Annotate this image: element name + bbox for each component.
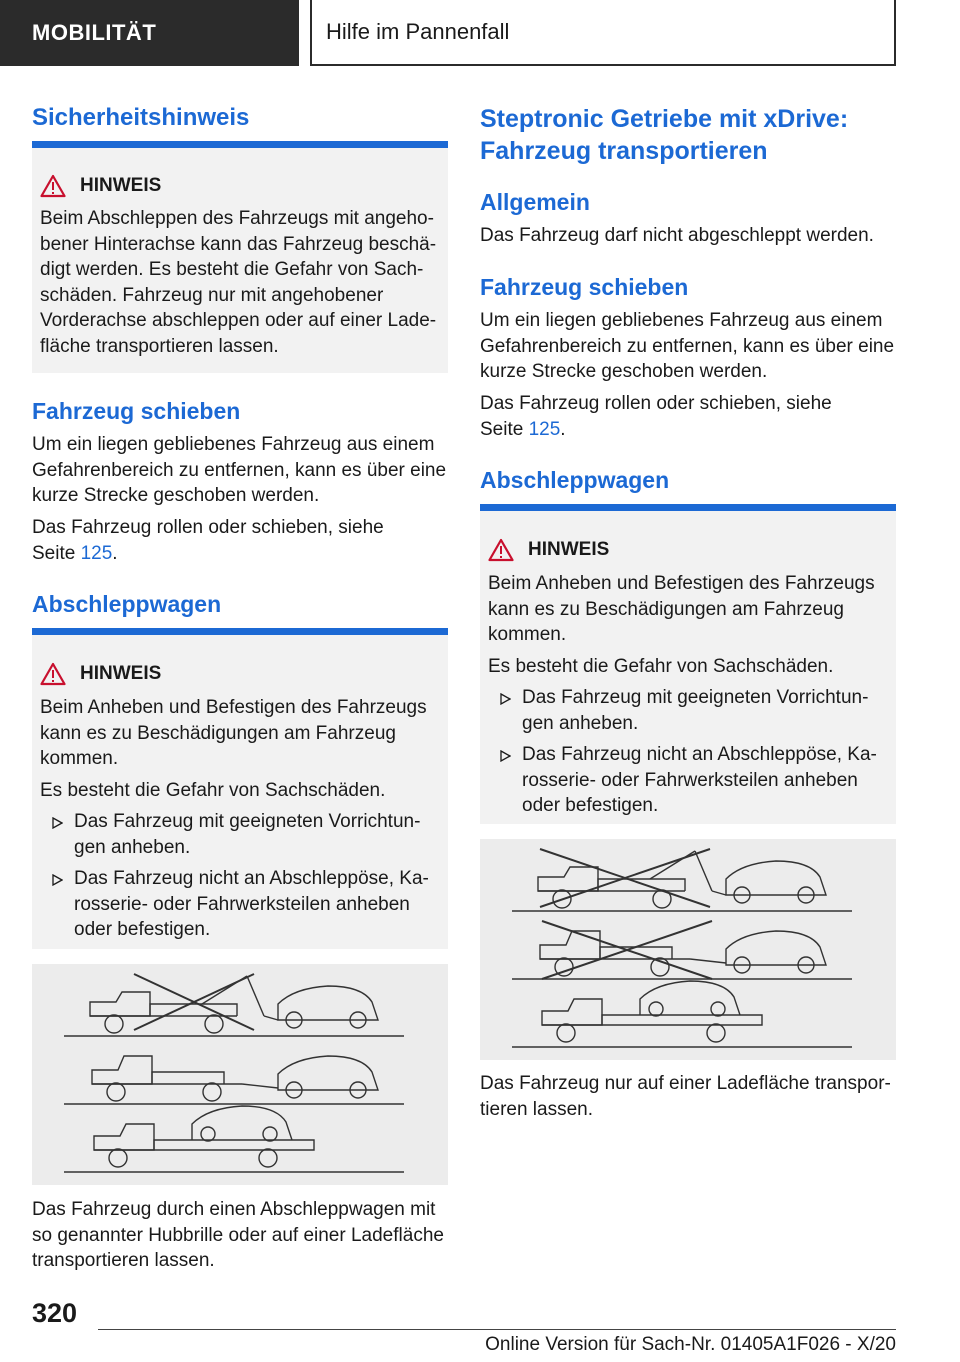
tow-truck-diagram: [32, 964, 448, 1185]
roll-text: [32, 515, 448, 566]
push-heading: Fahrzeug schieben: [480, 274, 689, 300]
footer-divider: [98, 1329, 896, 1330]
page-link[interactable]: 125: [80, 542, 113, 564]
bullet-line: gen anheben.: [74, 836, 191, 858]
warning-triangle-icon: [40, 662, 66, 686]
bullet-line: Das Fahrzeug nicht an Abschleppöse, Ka-: [74, 868, 429, 889]
notice-line: Beim Abschleppen des Fahrzeugs mit angeho-: [40, 208, 434, 229]
push-heading: Fahrzeug schieben: [32, 398, 241, 424]
section-title: [480, 103, 896, 167]
bullet-line: Das Fahrzeug mit geeigneten Vorrichtun-: [522, 687, 869, 708]
caption-line: tieren lassen.: [480, 1098, 594, 1120]
notice-header: [40, 174, 161, 198]
footer-text: Online Version für Sach-Nr. 01405A1F026 - X/20: [485, 1334, 896, 1355]
figure-caption: [480, 1071, 896, 1122]
chapter-title: Hilfe im Pannenfall: [310, 0, 896, 66]
text-line: Gefahrenbereich zu entfernen, kann es über eine: [480, 335, 895, 357]
tow-truck-diagram: [480, 839, 896, 1060]
notice-line: kommen.: [488, 624, 567, 645]
caption-line: Das Fahrzeug nur auf einer Ladefläche transpor-: [480, 1073, 891, 1094]
page-link[interactable]: 125: [528, 418, 561, 440]
bullet-line: rosserie- oder Fahrwerksteilen anheben: [522, 769, 858, 791]
bullet-triangle-icon: [52, 874, 63, 886]
list-item: [488, 742, 893, 819]
text-line: Das Fahrzeug rollen oder schieben, siehe: [480, 393, 832, 414]
roll-text: [480, 391, 896, 442]
caption-line: Das Fahrzeug durch einen Abschleppwagen mit: [32, 1199, 436, 1220]
notice-label: HINWEIS: [80, 175, 162, 196]
bullet-line: oder befestigen.: [74, 919, 211, 940]
bullet-line: oder befestigen.: [522, 795, 659, 816]
title-line: Fahrzeug transportieren: [480, 137, 768, 165]
notice-box: [32, 628, 448, 949]
bullet-triangle-icon: [52, 817, 63, 829]
list-item: [40, 809, 445, 860]
text-line: Gefahrenbereich zu entfernen, kann es über eine: [32, 459, 447, 481]
tow-heading: Abschleppwagen: [480, 467, 670, 493]
text-line: kurze Strecke geschoben werden.: [32, 485, 320, 506]
title-line: Steptronic Getriebe mit xDrive:: [480, 105, 849, 133]
push-text: [480, 308, 896, 385]
towing-illustration: [480, 839, 896, 1060]
bullet-triangle-icon: [500, 693, 511, 705]
notice-header: [40, 662, 161, 686]
notice-label: HINWEIS: [80, 663, 162, 684]
notice-line: fläche transportieren lassen.: [40, 335, 279, 357]
push-text: [32, 432, 448, 509]
text-line: Um ein liegen gebliebenes Fahrzeug aus einem: [480, 310, 883, 331]
text-line: Das Fahrzeug rollen oder schieben, siehe: [32, 517, 384, 538]
notice-header: [488, 538, 609, 562]
notice-line: kommen.: [40, 748, 119, 769]
tow-heading: Abschleppwagen: [32, 591, 222, 617]
bullet-line: rosserie- oder Fahrwerksteilen anheben: [74, 893, 410, 915]
notice-label: HINWEIS: [528, 539, 610, 560]
notice-text: [488, 571, 893, 819]
notice-risk: Es besteht die Gefahr von Sachschäden.: [488, 655, 834, 677]
text-line: kurze Strecke geschoben werden.: [480, 361, 768, 382]
text-line: Um ein liegen gebliebenes Fahrzeug aus einem: [32, 434, 435, 455]
notice-line: kann es zu Beschädigungen am Fahrzeug: [40, 722, 396, 744]
notice-box: [480, 504, 896, 824]
page-ref-suffix: .: [560, 418, 566, 440]
towing-illustration: [32, 964, 448, 1185]
warning-triangle-icon: [40, 174, 66, 198]
notice-line: Vorderachse abschleppen oder auf einer Lade-: [40, 310, 437, 331]
general-heading: Allgemein: [480, 189, 590, 215]
bullet-line: Das Fahrzeug nicht an Abschleppöse, Ka-: [522, 744, 877, 765]
notice-risk: Es besteht die Gefahr von Sachschäden.: [40, 779, 386, 801]
bullet-line: gen anheben.: [522, 712, 639, 734]
notice-text: [40, 695, 445, 943]
bullet-triangle-icon: [500, 750, 511, 762]
notice-line: bener Hinterachse kann das Fahrzeug beschä-: [40, 233, 437, 255]
page-ref-prefix: Seite: [32, 542, 81, 564]
notice-line: digt werden. Es besteht die Gefahr von Sach-: [40, 259, 424, 280]
section-tab: MOBILITÄT: [0, 0, 299, 66]
page-number: 320: [32, 1298, 78, 1328]
general-text: Das Fahrzeug darf nicht abgeschleppt werden.: [480, 225, 874, 246]
list-item: [488, 685, 893, 736]
page-ref-suffix: .: [112, 542, 118, 564]
text-line: [480, 417, 896, 443]
caption-line: so genannter Hubbrille oder auf einer Ladefläche: [32, 1224, 444, 1246]
caption-line: transportieren lassen.: [32, 1250, 215, 1271]
warning-triangle-icon: [488, 538, 514, 562]
bullet-line: Das Fahrzeug mit geeigneten Vorrichtun-: [74, 811, 421, 832]
list-item: [40, 866, 445, 943]
figure-caption: [32, 1197, 448, 1274]
notice-line: schäden. Fahrzeug nur mit angehobener: [40, 284, 384, 306]
notice-text: [40, 206, 445, 359]
page-ref-prefix: Seite: [480, 418, 529, 440]
notice-box: [32, 141, 448, 373]
notice-line: Beim Anheben und Befestigen des Fahrzeugs: [488, 573, 875, 594]
text-line: [32, 541, 448, 567]
notice-line: kann es zu Beschädigungen am Fahrzeug: [488, 598, 844, 620]
safety-heading: Sicherheitshinweis: [32, 104, 250, 131]
notice-line: Beim Anheben und Befestigen des Fahrzeugs: [40, 697, 427, 718]
